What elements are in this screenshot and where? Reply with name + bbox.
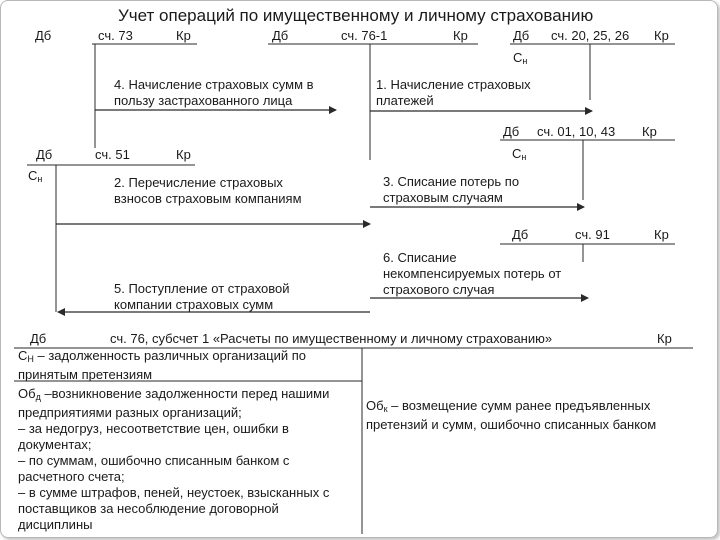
ledger-credit-label: Кр [657, 331, 672, 346]
acc20-name: сч. 20, 25, 26 [551, 28, 630, 43]
ledger-credit-turnover: $Об_к$ – возмещение сумм ранее предъявленных претензий и сумм, ошибочно списанных банком [366, 398, 657, 432]
acc761-debit-label: Дб [272, 28, 289, 43]
page-title: Учет операций по имущественному и личному страхованию [118, 6, 594, 25]
acc91-credit-label: Кр [654, 227, 669, 242]
operation-2-label: 2. Перечисление страховых взносов страховым компаниям [114, 175, 302, 206]
ledger-debit-label: Дб [30, 331, 47, 346]
acc91-name: сч. 91 [575, 227, 610, 242]
ledger-account-name: сч. 76, субсчет 1 «Расчеты по имущественному и личному страхованию» [110, 331, 553, 346]
acc91-debit-label: Дб [512, 227, 529, 242]
operation-5-label: 5. Поступление от страховой компании страховых сумм [114, 281, 290, 312]
acc73-debit-label: Дб [35, 28, 52, 43]
acc01-name: сч. 01, 10, 43 [537, 124, 616, 139]
ledger-debit-item: – в сумме штрафов, пеней, неустоек, взысканных с поставщиков за несоблюдение договорной дисциплины [18, 485, 330, 532]
operation-6-label: 6. Списание некомпенсируемых потерь от страхового случая [383, 250, 562, 297]
acc761-credit-label: Кр [453, 28, 468, 43]
operation-1-label: 1. Начисление страховых платежей [376, 77, 531, 108]
acc20-opening-balance: $С_н$ [513, 50, 528, 66]
acc51-debit-label: Дб [36, 147, 53, 162]
ledger-debit-turnover [18, 386, 333, 533]
ledger-debit-item: – по суммам, ошибочно списанным банком с расчетного счета; [18, 453, 290, 484]
acc761-name: сч. 76-1 [341, 28, 388, 43]
operation-4-label: 4. Начисление страховых сумм в пользу застрахованного лица [114, 77, 314, 108]
acc51-name: сч. 51 [95, 147, 130, 162]
acc01-opening-balance: $С_н$ [512, 146, 527, 162]
acc01-credit-label: Кр [642, 124, 657, 139]
acc51-opening-balance: $С_н$ [28, 168, 43, 184]
acc20-debit-label: Дб [513, 28, 530, 43]
ledger-debit-turnover-intro: $Об_д$ –возникновение задолженности перед нашими предприятиями разных организаций; [18, 386, 330, 420]
operation-3-label: 3. Списание потерь по страховым случаям [383, 174, 520, 205]
acc73-credit-label: Кр [176, 28, 191, 43]
acc01-debit-label: Дб [503, 124, 520, 139]
ledger-debit-item: – за недогруз, несоответствие цен, ошибки в документах; [18, 421, 289, 452]
acc51-credit-label: Кр [176, 147, 191, 162]
acc20-credit-label: Кр [654, 28, 669, 43]
ledger-opening-balance-text: $С_Н$ – задолженность различных организаций по принятым претензиям [18, 348, 307, 382]
acc73-name: сч. 73 [98, 28, 133, 43]
